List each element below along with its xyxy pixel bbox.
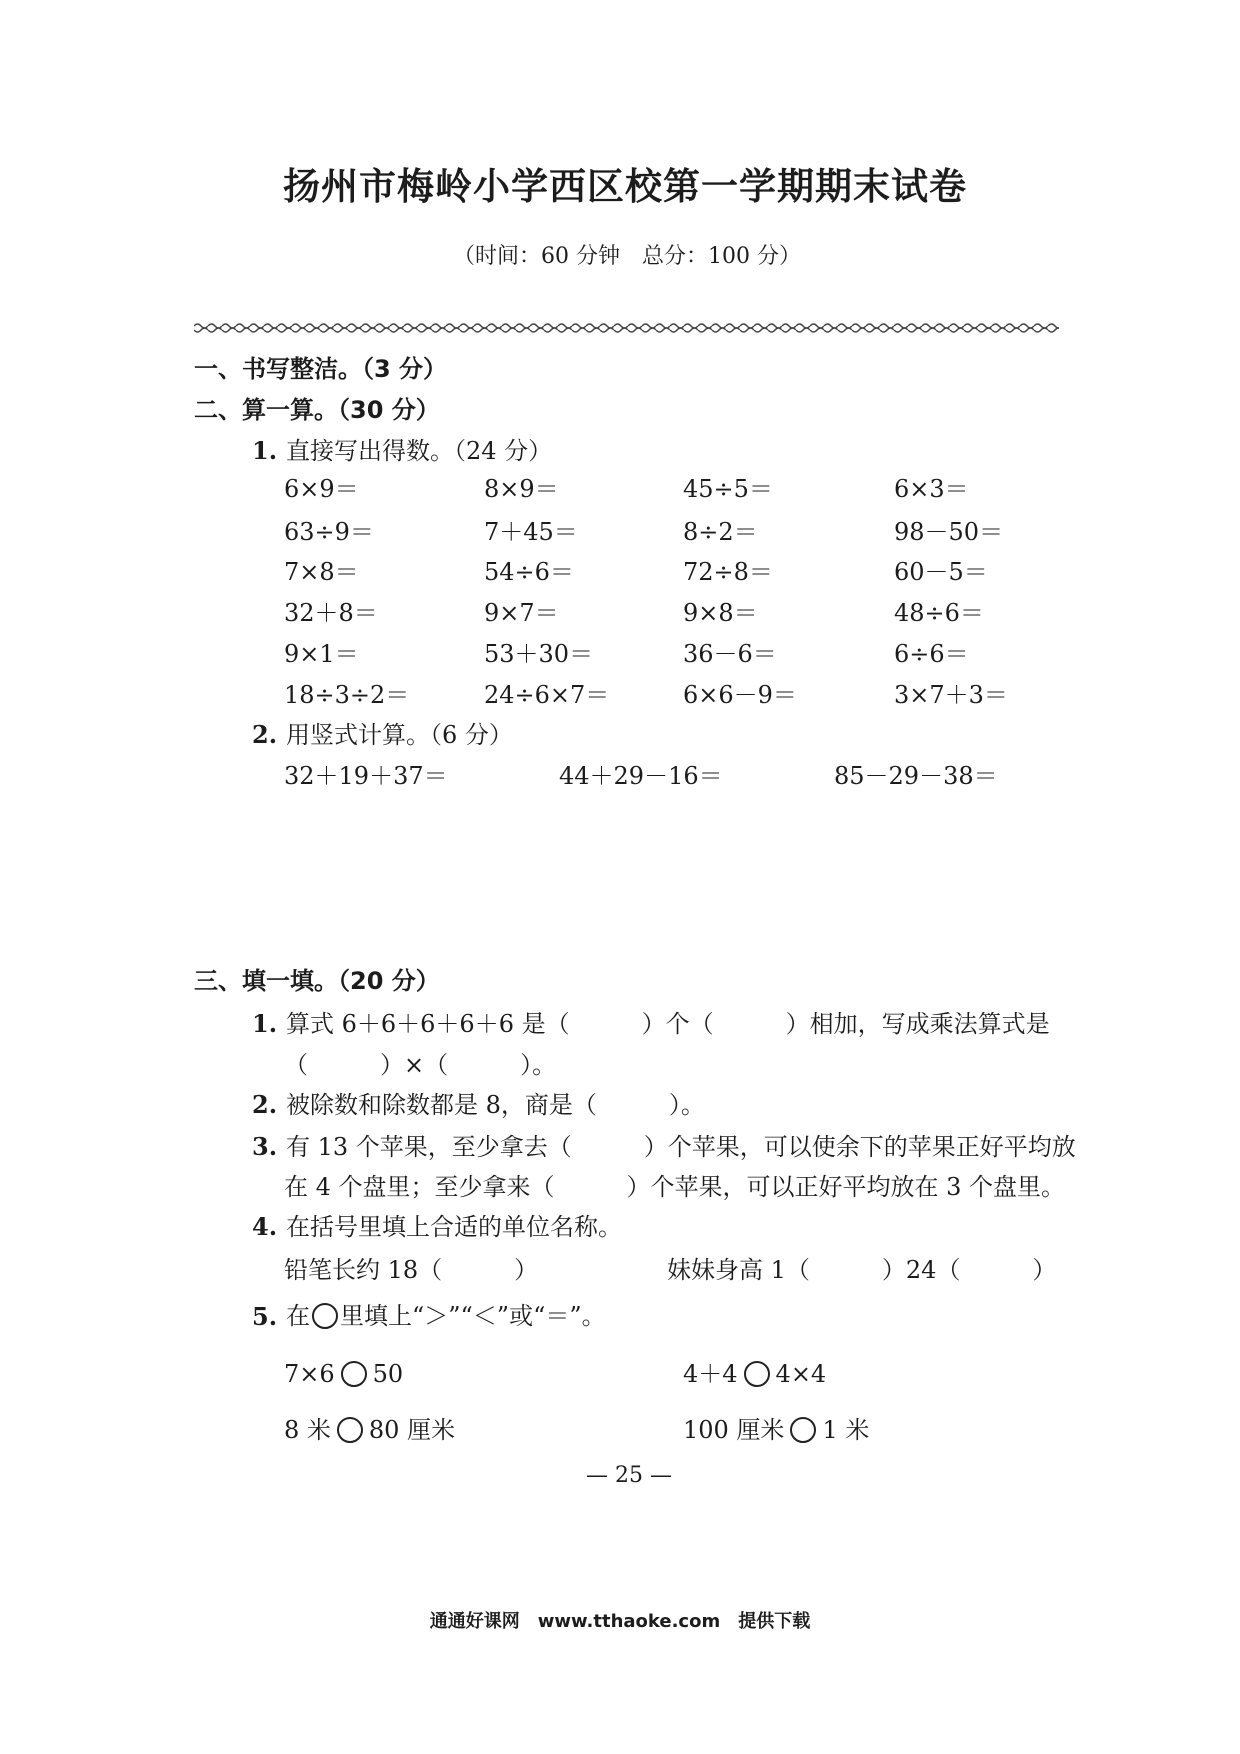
comparison-right: 4×4: [775, 1360, 827, 1388]
comparison-right: 50: [372, 1360, 404, 1388]
section-2-heading: 二、算一算。（30 分）: [194, 396, 440, 424]
comparison-item: [284, 1361, 403, 1387]
math-item: 48÷6＝: [894, 599, 984, 627]
question-text: 直接写出得数。（24 分）: [286, 437, 553, 465]
question-number: 3.: [252, 1132, 278, 1161]
comparison-left: 7×6: [284, 1360, 335, 1388]
math-item: 6×9＝: [284, 475, 359, 503]
question-number: 5.: [252, 1302, 278, 1331]
question-number: 2.: [252, 720, 278, 749]
math-item: 24÷6×7＝: [484, 681, 610, 709]
question-text-continued: （ ）×（ ）。: [284, 1051, 557, 1079]
comparison-circle: [744, 1361, 770, 1387]
math-item: 8÷2＝: [683, 518, 758, 546]
comparison-circle: [790, 1417, 816, 1443]
math-item: 6×3＝: [894, 475, 969, 503]
math-item: 54÷6＝: [484, 558, 574, 586]
math-item: 32＋8＝: [284, 599, 378, 627]
comparison-item: [683, 1361, 826, 1387]
section-3-heading: 三、填一填。（20 分）: [194, 967, 440, 995]
question-number: 2.: [252, 1090, 278, 1119]
math-item: 6×6－9＝: [683, 681, 797, 709]
question-text: 在括号里填上合适的单位名称。: [286, 1213, 622, 1241]
section-1-heading: 一、书写整洁。（3 分）: [194, 355, 448, 383]
vertical-calc-item: 85－29－38＝: [834, 762, 998, 790]
math-item: 72÷8＝: [683, 558, 773, 586]
comparison-left: 100 厘米: [683, 1416, 785, 1444]
comparison-item: [284, 1417, 455, 1443]
math-item: 63÷9＝: [284, 518, 374, 546]
question-text: 算式 6＋6＋6＋6＋6 是（ ）个（ ）相加，写成乘法算式是: [286, 1010, 1050, 1038]
question-number: 1.: [252, 436, 278, 465]
math-item: 60－5＝: [894, 558, 988, 586]
math-item: 53＋30＝: [484, 640, 594, 668]
comparison-circle: [341, 1361, 367, 1387]
math-item: 3×7＋3＝: [894, 681, 1008, 709]
question-text: 被除数和除数都是 8，商是（ ）。: [286, 1091, 705, 1119]
instruction-after: 里填上“＞”“＜”或“＝”。: [340, 1302, 606, 1330]
math-item: 9×7＝: [484, 599, 559, 627]
question-text: [286, 1303, 606, 1329]
unit-fill-item: 铅笔长约 18（ ）: [284, 1256, 539, 1284]
exam-subtitle: （时间：60 分钟 总分：100 分）: [453, 244, 801, 269]
math-item: 36－6＝: [683, 640, 777, 668]
math-item: 7＋45＝: [484, 518, 578, 546]
question-number: 4.: [252, 1212, 278, 1241]
question-text-continued: 在 4 个盘里；至少拿来（ ）个苹果，可以正好平均放在 3 个盘里。: [284, 1173, 1066, 1201]
math-item: 98－50＝: [894, 518, 1004, 546]
math-item: 18÷3÷2＝: [284, 681, 410, 709]
math-item: 9×8＝: [683, 599, 758, 627]
instruction-before: 在: [286, 1302, 310, 1330]
comparison-right: 80 厘米: [368, 1416, 456, 1444]
footer-credit: 通通好课网 www.tthaoke.com 提供下载: [429, 1611, 811, 1632]
math-item: 6÷6＝: [894, 640, 969, 668]
question-number: 1.: [252, 1009, 278, 1038]
math-item: 45÷5＝: [683, 475, 773, 503]
vertical-calc-item: 32＋19＋37＝: [284, 762, 448, 790]
question-text: 用竖式计算。（6 分）: [286, 721, 513, 749]
wavy-divider: [194, 321, 1059, 335]
comparison-left: 8 米: [284, 1416, 331, 1444]
circle-icon: [312, 1303, 338, 1329]
comparison-right: 1 米: [822, 1416, 870, 1444]
math-item: 8×9＝: [484, 475, 559, 503]
comparison-item: [683, 1417, 869, 1443]
question-text: 有 13 个苹果，至少拿去（ ）个苹果，可以使余下的苹果正好平均放: [286, 1133, 1076, 1161]
vertical-calc-item: 44＋29－16＝: [559, 762, 723, 790]
math-item: 7×8＝: [284, 558, 359, 586]
comparison-circle: [337, 1417, 363, 1443]
math-item: 9×1＝: [284, 640, 359, 668]
unit-fill-item: 妹妹身高 1（ ）24（ ）: [667, 1256, 1057, 1284]
page-number: — 25 —: [586, 1463, 672, 1488]
comparison-left: 4＋4: [683, 1360, 738, 1388]
exam-title: 扬州市梅岭小学西区校第一学期期末试卷: [283, 165, 967, 208]
